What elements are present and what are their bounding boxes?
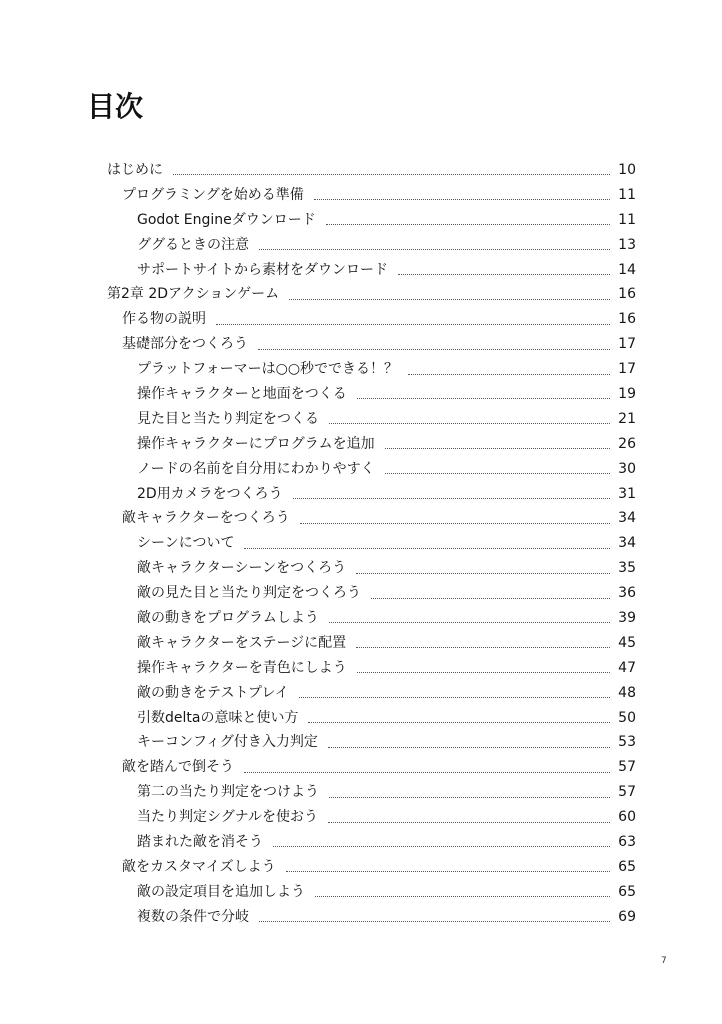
toc-entry-title: 操作キャラクターと地面をつくる <box>137 385 347 402</box>
toc-subsection <box>107 556 636 581</box>
dot-leader <box>329 622 610 623</box>
dot-leader <box>357 672 610 673</box>
toc-subsection <box>107 257 636 282</box>
toc-entry-page-number: 21 <box>618 410 636 427</box>
toc-entry-title: 敵の設定項目を追加しよう <box>137 883 305 900</box>
toc-entry-title: 引数deltaの意味と使い方 <box>137 709 299 726</box>
toc-entry-title: 当たり判定シグナルを使おう <box>137 809 319 826</box>
dot-leader <box>293 498 610 499</box>
toc-subsection <box>107 606 636 631</box>
toc-entry-page-number: 53 <box>618 734 636 751</box>
toc-subsection <box>107 630 636 655</box>
dot-leader <box>385 448 610 449</box>
toc-subsection <box>107 830 636 855</box>
toc-entry-title: 敵を踏んで倒そう <box>122 759 234 776</box>
dot-leader <box>259 921 610 922</box>
toc-subsection <box>107 531 636 556</box>
toc-subsection <box>107 730 636 755</box>
dot-leader <box>244 772 610 773</box>
dot-leader <box>273 846 610 847</box>
dot-leader <box>289 299 610 300</box>
toc-entry-title: 操作キャラクターにプログラムを追加 <box>137 435 375 452</box>
toc-entry-page-number: 47 <box>618 659 636 676</box>
toc-subsection <box>107 780 636 805</box>
toc-section <box>107 755 636 780</box>
toc-subsection <box>107 232 636 257</box>
dot-leader <box>300 523 610 524</box>
toc-entry-title: 敵キャラクターをステージに配置 <box>137 634 347 651</box>
toc-entry-title: 複数の条件で分岐 <box>137 908 249 925</box>
dot-leader <box>299 697 610 698</box>
dot-leader <box>356 647 610 648</box>
dot-leader <box>314 199 610 200</box>
toc-section <box>107 506 636 531</box>
toc-subsection <box>107 705 636 730</box>
toc-subsection <box>107 406 636 431</box>
toc-entry-page-number: 39 <box>618 609 636 626</box>
toc-entry-title: 敵キャラクターシーンをつくろう <box>137 560 347 577</box>
toc-entry-page-number: 60 <box>618 809 636 826</box>
toc-section <box>107 854 636 879</box>
toc-entry-title: はじめに <box>107 161 163 178</box>
dot-leader <box>216 324 610 325</box>
page-title: 目次 <box>87 89 144 123</box>
toc-entry-page-number: 50 <box>618 709 636 726</box>
dot-leader <box>286 871 610 872</box>
toc-entry-page-number: 14 <box>618 261 636 278</box>
toc-subsection <box>107 581 636 606</box>
toc-entry-title: ググるときの注意 <box>137 236 249 253</box>
toc-entry-page-number: 16 <box>618 311 636 328</box>
toc-subsection <box>107 357 636 382</box>
toc-entry-page-number: 34 <box>618 535 636 552</box>
dot-leader <box>356 573 610 574</box>
toc-subsection <box>107 879 636 904</box>
toc-entry-page-number: 11 <box>618 186 636 203</box>
toc-entry-page-number: 17 <box>618 361 636 378</box>
toc-entry-page-number: 36 <box>618 585 636 602</box>
toc-entry-title: プログラミングを始める準備 <box>122 186 304 203</box>
toc-entry-title: 第2章 2Dアクションゲーム <box>107 286 280 303</box>
toc-entry-title: 作る物の説明 <box>122 311 206 328</box>
dot-leader <box>259 249 610 250</box>
dot-leader <box>385 473 610 474</box>
toc-subsection <box>107 680 636 705</box>
toc-entry-title: プラットフォーマーは○○秒でできる！？ <box>137 361 399 378</box>
toc-entry-title: キーコンフィグ付き入力判定 <box>137 734 318 751</box>
page-number: 7 <box>661 956 667 966</box>
dot-leader <box>398 274 610 275</box>
table-of-contents <box>107 158 636 930</box>
toc-entry-page-number: 10 <box>618 161 636 178</box>
toc-subsection <box>107 655 636 680</box>
toc-entry-page-number: 57 <box>618 784 636 801</box>
toc-entry-title: 敵の動きをプログラムしよう <box>137 609 319 626</box>
toc-entry-page-number: 65 <box>618 858 636 875</box>
toc-entry-title: 敵の見た目と当たり判定をつくろう <box>137 585 361 602</box>
toc-entry-title: 2D用カメラをつくろう <box>137 485 283 502</box>
toc-entry-title: ノードの名前を自分用にわかりやすく <box>137 460 375 477</box>
dot-leader <box>328 747 610 748</box>
toc-entry-title: 操作キャラクターを青色にしよう <box>137 659 347 676</box>
toc-entry-page-number: 17 <box>618 336 636 353</box>
toc-section <box>107 332 636 357</box>
toc-entry-title: 踏まれた敵を消そう <box>137 833 263 850</box>
toc-subsection <box>107 456 636 481</box>
dot-leader <box>357 398 610 399</box>
toc-entry-page-number: 34 <box>618 510 636 527</box>
toc-entry-title: 基礎部分をつくろう <box>122 336 248 353</box>
toc-subsection <box>107 481 636 506</box>
dot-leader <box>315 896 610 897</box>
toc-chapter <box>107 282 636 307</box>
dot-leader <box>328 822 610 823</box>
toc-subsection <box>107 431 636 456</box>
toc-entry-page-number: 30 <box>618 460 636 477</box>
toc-entry-page-number: 63 <box>618 833 636 850</box>
toc-entry-page-number: 11 <box>618 211 636 228</box>
toc-entry-page-number: 65 <box>618 883 636 900</box>
toc-entry-page-number: 26 <box>618 435 636 452</box>
toc-entry-title: 敵キャラクターをつくろう <box>122 510 290 527</box>
dot-leader <box>326 224 610 225</box>
toc-subsection <box>107 382 636 407</box>
toc-entry-title: 第二の当たり判定をつけよう <box>137 784 319 801</box>
toc-entry-page-number: 16 <box>618 286 636 303</box>
toc-entry-title: 敵をカスタマイズしよう <box>122 858 276 875</box>
toc-entry-page-number: 13 <box>618 236 636 253</box>
dot-leader <box>173 174 610 175</box>
dot-leader <box>308 722 610 723</box>
dot-leader <box>258 349 610 350</box>
toc-entry-page-number: 35 <box>618 560 636 577</box>
toc-entry-page-number: 19 <box>618 385 636 402</box>
toc-entry-page-number: 45 <box>618 634 636 651</box>
toc-entry-title: 敵の動きをテストプレイ <box>137 684 289 701</box>
toc-entry-page-number: 69 <box>618 908 636 925</box>
toc-section <box>107 182 636 207</box>
toc-entry-page-number: 31 <box>618 485 636 502</box>
toc-entry-page-number: 48 <box>618 684 636 701</box>
dot-leader <box>329 797 610 798</box>
toc-subsection <box>107 207 636 232</box>
toc-section <box>107 307 636 332</box>
dot-leader <box>244 548 610 549</box>
toc-entry-page-number: 57 <box>618 759 636 776</box>
dot-leader <box>371 598 610 599</box>
toc-entry-title: シーンについて <box>137 535 235 552</box>
toc-chapter <box>107 158 636 183</box>
toc-entry-title: サポートサイトから素材をダウンロード <box>137 261 389 278</box>
toc-subsection <box>107 805 636 830</box>
toc-subsection <box>107 904 636 929</box>
dot-leader <box>329 423 610 424</box>
dot-leader <box>408 374 610 375</box>
toc-entry-title: 見た目と当たり判定をつくる <box>137 410 319 427</box>
toc-entry-title: Godot Engineダウンロード <box>137 211 316 228</box>
